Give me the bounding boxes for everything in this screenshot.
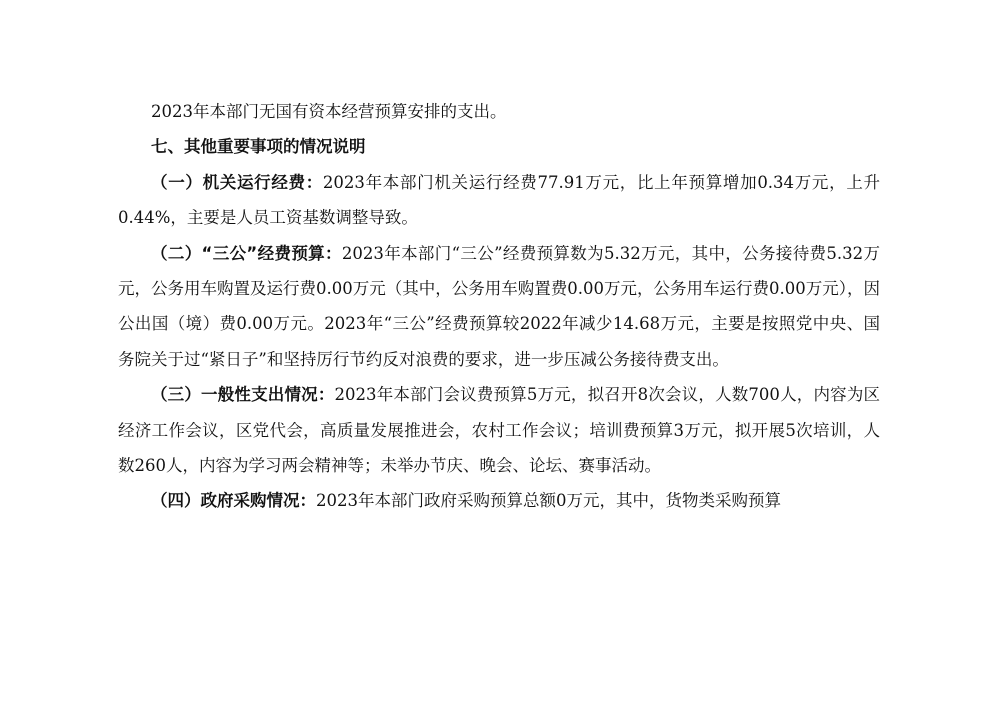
paragraph-text-three-public-expenses: 2023年本部门“三公”经费预算数为5.32万元，其中，公务接待费5.32万元，公务用车购置及运行费0.00万元（其中，公务用车购置费0.00万元，公务用车运行费0.00万元），因公出国（境）费0.00万元。2023年“三公”经费预算较2022年减少14.68万元，主要是按照党中央、国务院关于过“紧日子”和坚持厉行节约反对浪费的要求，进一步压减公务接待费支出。 <box>118 243 880 369</box>
paragraph-lead-three-public-expenses: （二）“三公”经费预算： <box>151 243 342 263</box>
paragraph-three-public-expenses <box>118 236 880 378</box>
paragraph-government-procurement <box>118 483 880 518</box>
paragraph-operating-expenses <box>118 165 880 236</box>
paragraph-text-operating-expenses: 2023年本部门机关运行经费77.91万元，比上年预算增加0.34万元，上升0.44%，主要是人员工资基数调整导致。 <box>118 172 881 228</box>
paragraph-state-capital-budget: 2023年本部门无国有资本经营预算安排的支出。 <box>151 102 507 121</box>
document-body <box>118 94 880 519</box>
paragraph-lead-operating-expenses: （一）机关运行经费： <box>151 172 323 192</box>
paragraph-lead-general-expenditure: （三）一般性支出情况： <box>151 385 335 405</box>
paragraph-text-government-procurement: 2023年本部门政府采购预算总额0万元，其中，货物类采购预算 <box>316 491 781 511</box>
paragraph-text-general-expenditure: 2023年本部门会议费预算5万元，拟召开8次会议，人数700人，内容为区经济工作会议，区党代会，高质量发展推进会，农村工作会议；培训费预算3万元，拟开展5次培训，人数260人，内容为学习两会精神等；未举办节庆、晚会、论坛、赛事活动。 <box>118 385 881 476</box>
paragraph-lead-government-procurement: （四）政府采购情况： <box>151 491 316 511</box>
section-heading-other-matters: 七、其他重要事项的情况说明 <box>151 137 366 157</box>
paragraph-general-expenditure <box>118 377 880 483</box>
